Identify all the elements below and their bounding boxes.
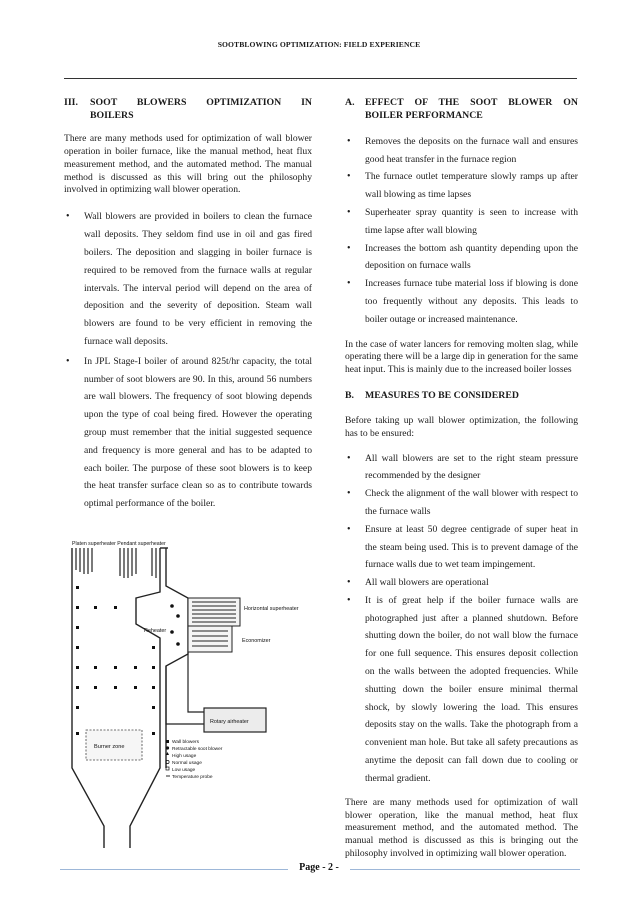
page-footer	[0, 862, 638, 882]
section-iii-heading-cont	[64, 109, 312, 122]
header-rule	[64, 78, 577, 79]
list-item: • Increases the bottom ash quantity depending upon the deposition on furnace walls	[345, 240, 578, 276]
section-b-title: MEASURES TO BE CONSIDERED	[365, 390, 519, 402]
list-item: • Removes the deposits on the furnace wall and ensures good heat transfer in the furnace region	[345, 133, 578, 169]
horizontal-superheater-label: Horizontal superheater	[244, 606, 299, 612]
svg-text:High usage: High usage	[172, 754, 197, 759]
svg-text:Normal usage: Normal usage	[172, 761, 202, 766]
running-head: SOOTBLOWING OPTIMIZATION: FIELD EXPERIENCE	[217, 40, 421, 49]
footer-label-wrap	[0, 862, 638, 873]
section-iii-title-line1: SOOT BLOWERS OPTIMIZATION IN	[90, 97, 312, 108]
platen-superheater-label: Platen superheater Pendant superheater	[72, 541, 166, 547]
section-b-heading	[345, 389, 578, 402]
section-a-bullets	[345, 133, 578, 329]
section-iii-number: III.	[64, 97, 78, 108]
economizer-label: Economizer	[242, 638, 271, 644]
closing-paragraph: There are many methods used for optimization of wall blower operation, like the manual method, heat flux measurement method, and the automated method. The manual method is discussed as this is bringing out the philosophy involved in optimizing wall blower operation.	[345, 796, 578, 860]
svg-text:Low usage: Low usage	[172, 768, 196, 773]
section-a-title-line1: EFFECT OF THE SOOT BLOWER ON	[365, 97, 578, 108]
list-item: • All wall blowers are set to the right steam pressure recommended by the designer	[345, 450, 578, 486]
svg-text:Temperature probe: Temperature probe	[172, 775, 213, 780]
svg-text:Retractable soot blower: Retractable soot blower	[172, 747, 223, 752]
section-iii-intro: There are many methods used for optimization of wall blower operation in boiler furnace, like the manual method, heat flux measurement method, and the automated method. The manual method is discussed as this will bring out the philosophy involved in optimizing wall blower operation.	[64, 132, 312, 196]
heading-indent	[345, 109, 365, 122]
list-item: • The furnace outlet temperature slowly ramps up after wall blowing as time lapses	[345, 168, 578, 204]
section-a-heading	[345, 96, 578, 109]
boiler-diagram	[64, 536, 312, 858]
left-column	[64, 96, 312, 513]
section-iii-title-line2: BOILERS	[90, 110, 134, 122]
section-b-bullets	[345, 450, 578, 788]
svg-text:Wall blowers: Wall blowers	[172, 740, 200, 745]
heading-indent	[64, 109, 90, 122]
list-item: • Check the alignment of the wall blower with respect to the furnace walls	[345, 485, 578, 521]
list-item: • All wall blowers are operational	[345, 574, 578, 592]
reheater-label: Reheater	[144, 628, 167, 634]
section-iii-bullets	[64, 208, 312, 513]
section-a-number: A.	[345, 97, 355, 108]
right-column	[345, 96, 578, 861]
list-item: • It is of great help if the boiler furnace walls are photographed just after a planned shutdown. Before shutting down the boiler, do not wall blow the furnace for one full sequence. This ensures deposit collection on the walls between the adopted frequencies. While shutting down the boiler ensure minimal thermal shock, by slowly lowering the load. This ensures deposits stay on the walls. Take the photograph from a convenient man hole. But take all safety precautions as anytime the deposit can fall down due to cooling or thermal gradient.	[345, 592, 578, 788]
section-a-heading-cont	[345, 109, 578, 122]
page-number: Page - 2 -	[299, 862, 339, 873]
list-item: • Increases furnace tube material loss if blowing is done too frequently without any deposits. This leads to boiler outage or increased maintenance.	[345, 275, 578, 328]
water-lancers-paragraph: In the case of water lancers for removing molten slag, while operating there will be a large dip in generation for the same heat input. This is mainly due to the increased boiler losses	[345, 338, 578, 376]
list-item: • Wall blowers are provided in boilers to clean the furnace wall deposits. They seldom find use in oil and gas fired boilers. The deposition and slagging in boiler furnace is required to be removed from the furnace walls at regular intervals. The interval period will depend on the area of deposition and the severity of deposition. Steam wall blowers are found to be very efficient in removing the furnace wall deposits.	[64, 208, 312, 350]
section-iii-heading	[64, 96, 312, 109]
burner-zone-label: Burner zone	[94, 744, 125, 750]
list-item: • Superheater spray quantity is seen to increase with time lapse after wall blowing	[345, 204, 578, 240]
rotary-airheater-label: Rotary airheater	[210, 719, 249, 725]
section-b-intro: Before taking up wall blower optimization, the following has to be ensured:	[345, 414, 578, 439]
section-a-title-line2: BOILER PERFORMANCE	[365, 110, 483, 122]
section-b-number: B.	[345, 390, 354, 402]
list-item: • Ensure at least 50 degree centigrade of super heat in the steam being used. This is to prevent damage of the furnace walls due to wet team impingement.	[345, 521, 578, 574]
list-item: • In JPL Stage-I boiler of around 825t/hr capacity, the total number of soot blowers are 90. In this, around 56 numbers are wall blowers. The frequency of soot blowing depends upon the type of coal being fired. However the operating group must remember that the initial suggested sequence and frequency is more general and has to be adapted to each boiler. The purpose of these soot blowers is to keep the heat transfer surface clean so as to contribute towards optimal performance of the boiler.	[64, 353, 312, 513]
